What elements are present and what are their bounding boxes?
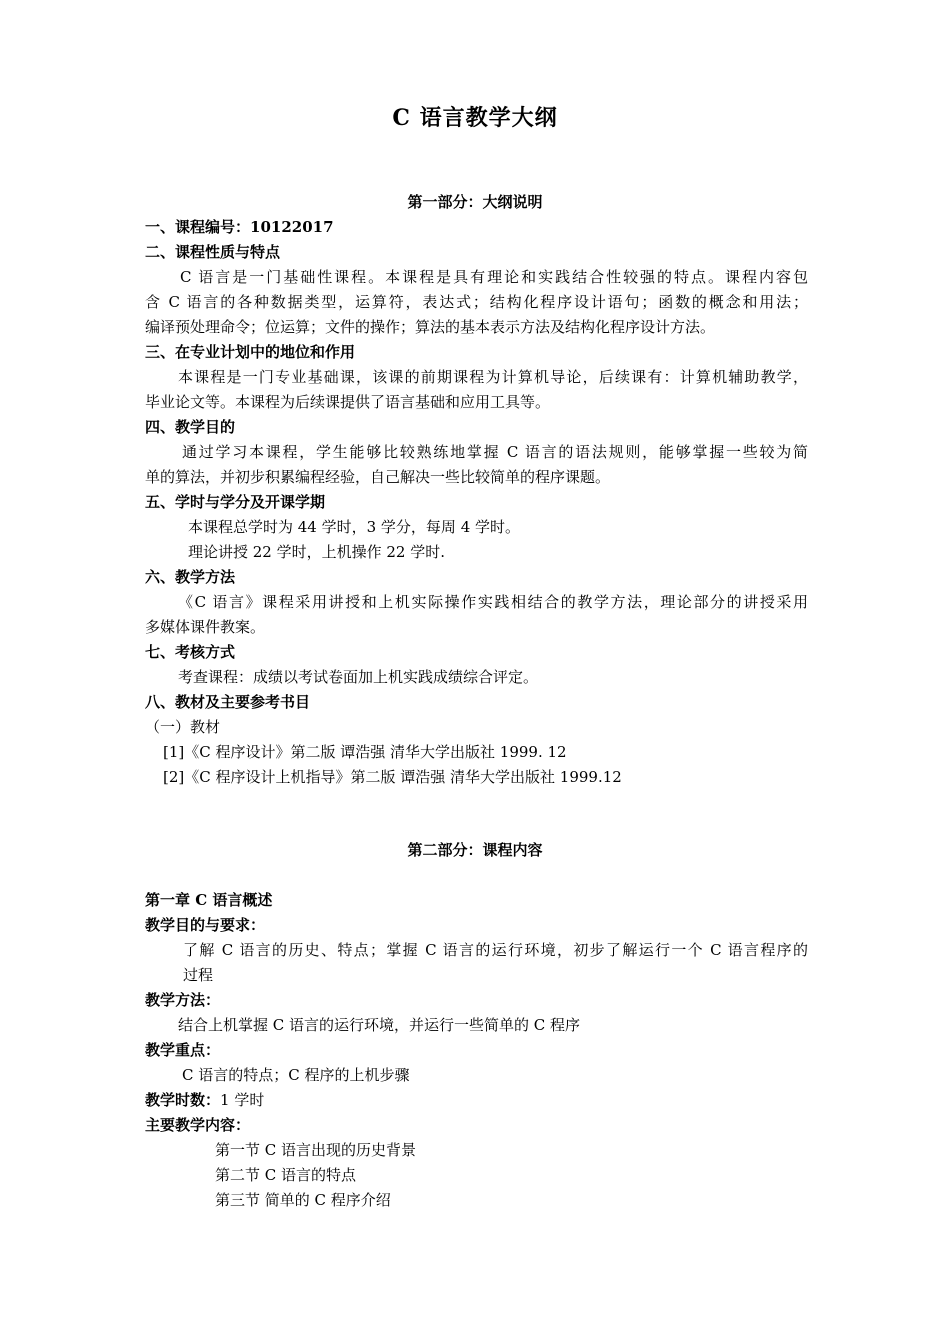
paragraph-line: 《C 语言》课程采用讲授和上机实际操作实践相结合的教学方法，理论部分的讲授采用 [178, 593, 808, 611]
goal-label: 教学目的与要求： [145, 916, 266, 934]
method-text: 结合上机掌握 C 语言的运行环境，并运行一些简单的 C 程序 [178, 1016, 581, 1034]
paragraph-line: 过程 [183, 966, 214, 984]
hours-label: 教学时数： [145, 1091, 221, 1109]
paragraph-line: 编译预处理命令；位运算；文件的操作；算法的基本表示方法及结构化程序设计方法。 [145, 318, 716, 336]
section-course-number [145, 217, 334, 237]
section-heading-nature: 二、课程性质与特点 [145, 243, 281, 261]
chapter-heading: 第一章 C 语言概述 [145, 891, 273, 909]
key-points-label: 教学重点： [145, 1041, 221, 1059]
paragraph-line: 毕业论文等。本课程为后续课提供了语言基础和应用工具等。 [145, 393, 551, 411]
paragraph-line: 考查课程：成绩以考试卷面加上机实践成绩综合评定。 [178, 668, 539, 686]
reference-item: [1]《C 程序设计》第二版 谭浩强 清华大学出版社 1999. 12 [163, 743, 567, 761]
paragraph-line: 本课程是一门专业基础课，该课的前期课程为计算机导论，后续课有：计算机辅助教学， [178, 368, 808, 386]
paragraph-line: 理论讲授 22 学时，上机操作 22 学时. [188, 543, 446, 561]
section-heading-hours: 五、学时与学分及开课学期 [145, 493, 326, 511]
paragraph-line: 单的算法，并初步积累编程经验，自己解决一些比较简单的程序课题。 [145, 468, 611, 486]
content-label: 主要教学内容： [145, 1116, 251, 1134]
paragraph-line: 含 C 语言的各种数据类型，运算符，表达式；结构化程序设计语句；函数的概念和用法； [145, 293, 808, 311]
paragraph-line: 多媒体课件教案。 [145, 618, 266, 636]
reference-item: [2]《C 程序设计上机指导》第二版 谭浩强 清华大学出版社 1999.12 [163, 768, 622, 786]
hours-value: 1 学时 [220, 1091, 265, 1109]
course-number-value: 10122017 [250, 218, 334, 236]
paragraph-line: 了解 C 语言的历史、特点；掌握 C 语言的运行环境，初步了解运行一个 C 语言程序的 [183, 941, 808, 959]
section-heading-textbooks: 八、教材及主要参考书目 [145, 693, 311, 711]
paragraph-line: 通过学习本课程，学生能够比较熟练地掌握 C 语言的语法规则，能够掌握一些较为简 [182, 443, 808, 461]
part1-heading: 第一部分：大纲说明 [407, 193, 543, 211]
section-item: 第三节 简单的 C 程序介绍 [215, 1191, 391, 1209]
section-item: 第二节 C 语言的特点 [215, 1166, 357, 1184]
section-heading-method: 六、教学方法 [145, 568, 236, 586]
paragraph-line: C 语言是一门基础性课程。本课程是具有理论和实践结合性较强的特点。课程内容包 [180, 268, 808, 286]
section-heading-purpose: 四、教学目的 [145, 418, 236, 436]
textbook-subheading: （一）教材 [145, 718, 221, 736]
course-number-label: 一、课程编号： [145, 218, 251, 236]
paragraph-line: 本课程总学时为 44 学时，3 学分，每周 4 学时。 [188, 518, 521, 536]
section-heading-assessment: 七、考核方式 [145, 643, 236, 661]
section-heading-role: 三、在专业计划中的地位和作用 [145, 343, 356, 361]
section-item: 第一节 C 语言出现的历史背景 [215, 1141, 417, 1159]
key-points-text: C 语言的特点；C 程序的上机步骤 [182, 1066, 410, 1084]
teaching-hours [145, 1090, 264, 1110]
part2-heading: 第二部分：课程内容 [407, 841, 543, 859]
method-label: 教学方法： [145, 991, 221, 1009]
document-title: C 语言教学大纲 [392, 105, 558, 131]
